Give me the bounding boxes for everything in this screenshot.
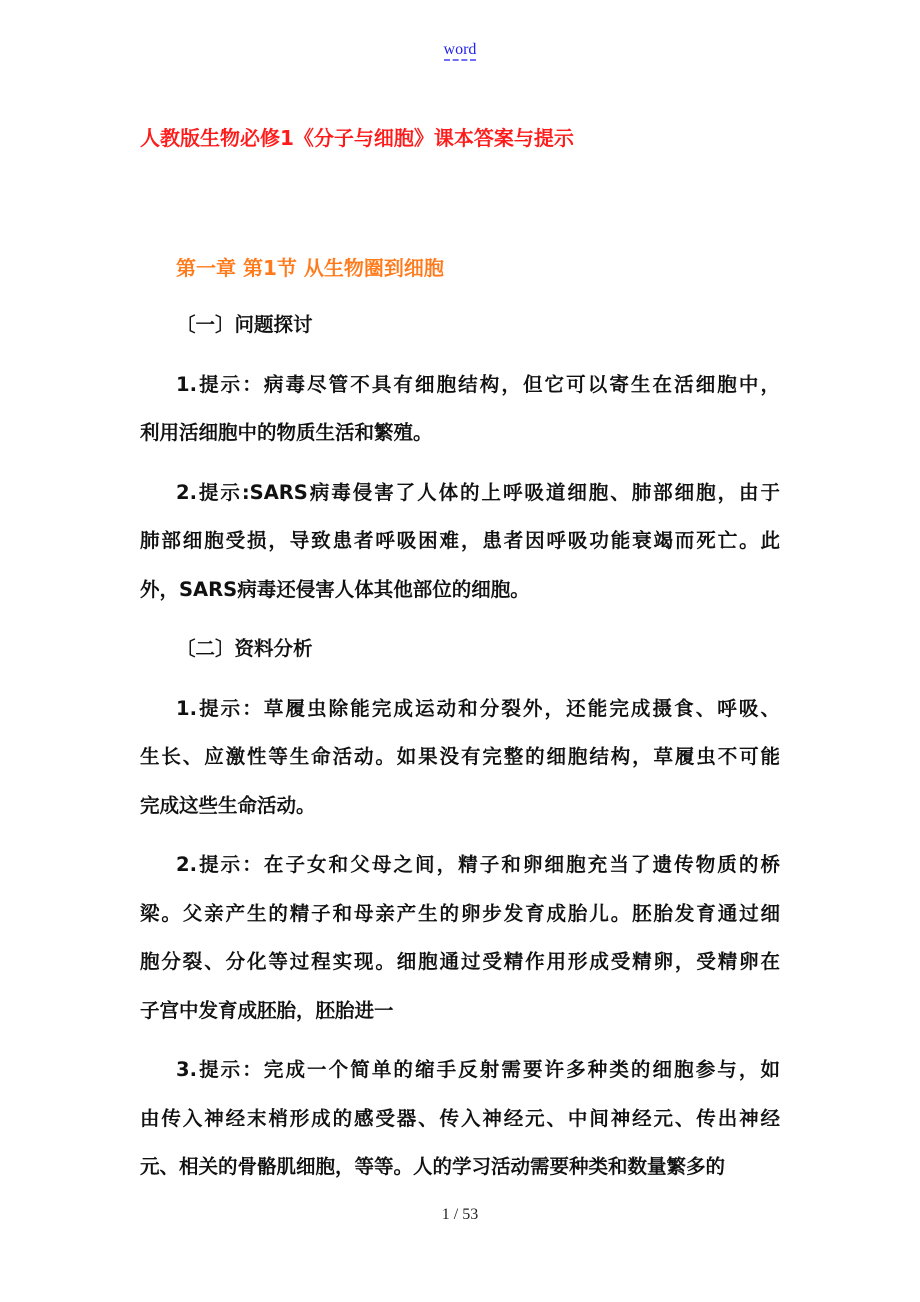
text-line: 利用活细胞中的物质生活和繁殖。 bbox=[140, 421, 433, 444]
text-line: 生长、应激性等生命活动。如果没有完整的细胞结构，草履虫不可能 bbox=[140, 745, 780, 768]
section-heading bbox=[140, 312, 780, 361]
paragraph bbox=[140, 696, 780, 842]
text-line: 由传入神经末梢形成的感受器、传入神经元、中间神经元、传出神经 bbox=[140, 1106, 780, 1130]
document-title: 人教版生物必修1《分子与细胞》课本答案与提示 bbox=[140, 126, 574, 150]
text-line: 胞分裂、分化等过程实现。细胞通过受精作用形成受精卵，受精卵在 bbox=[140, 950, 780, 973]
section-heading bbox=[140, 636, 780, 685]
text-line: 〔二〕资料分析 bbox=[176, 637, 313, 660]
page-number: 1 / 53 bbox=[441, 1206, 479, 1223]
paragraph bbox=[140, 852, 780, 1046]
text-line: 外，SARS病毒还侵害人体其他部位的细胞。 bbox=[140, 577, 530, 601]
text-line: 肺部细胞受损，导致患者呼吸困难，患者因呼吸功能衰竭而死亡。此 bbox=[140, 529, 780, 552]
text-line: 2.提示：在子女和父母之间，精子和卵细胞充当了遗传物质的桥 bbox=[176, 853, 780, 876]
word-link[interactable]: word bbox=[444, 41, 477, 61]
text-line: 2.提示:SARS病毒侵害了人体的上呼吸道细胞、肺部细胞，由于 bbox=[176, 480, 780, 504]
document-body bbox=[140, 312, 780, 1214]
text-line: 梁。父亲产生的精子和母亲产生的卵步发育成胎儿。胚胎发育通过细 bbox=[140, 901, 780, 925]
text-line: 〔一〕问题探讨 bbox=[176, 313, 313, 336]
page-header bbox=[0, 41, 920, 59]
text-line: 1.提示：草履虫除能完成运动和分裂外，还能完成摄食、呼吸、 bbox=[176, 696, 780, 720]
paragraph bbox=[140, 372, 780, 469]
paragraph bbox=[140, 1057, 780, 1203]
text-line: 子宫中发育成胚胎，胚胎进一 bbox=[140, 998, 394, 1022]
text-line: 元、相关的骨骼肌细胞，等等。人的学习活动需要种类和数量繁多的 bbox=[140, 1155, 726, 1178]
text-line: 完成这些生命活动。 bbox=[140, 793, 316, 817]
text-line: 3.提示：完成一个简单的缩手反射需要许多种类的细胞参与，如 bbox=[176, 1058, 780, 1081]
chapter-heading: 第一章 第1节 从生物圈到细胞 bbox=[176, 256, 444, 280]
text-line: 1.提示：病毒尽管不具有细胞结构，但它可以寄生在活细胞中， bbox=[176, 372, 780, 396]
paragraph bbox=[140, 480, 780, 626]
